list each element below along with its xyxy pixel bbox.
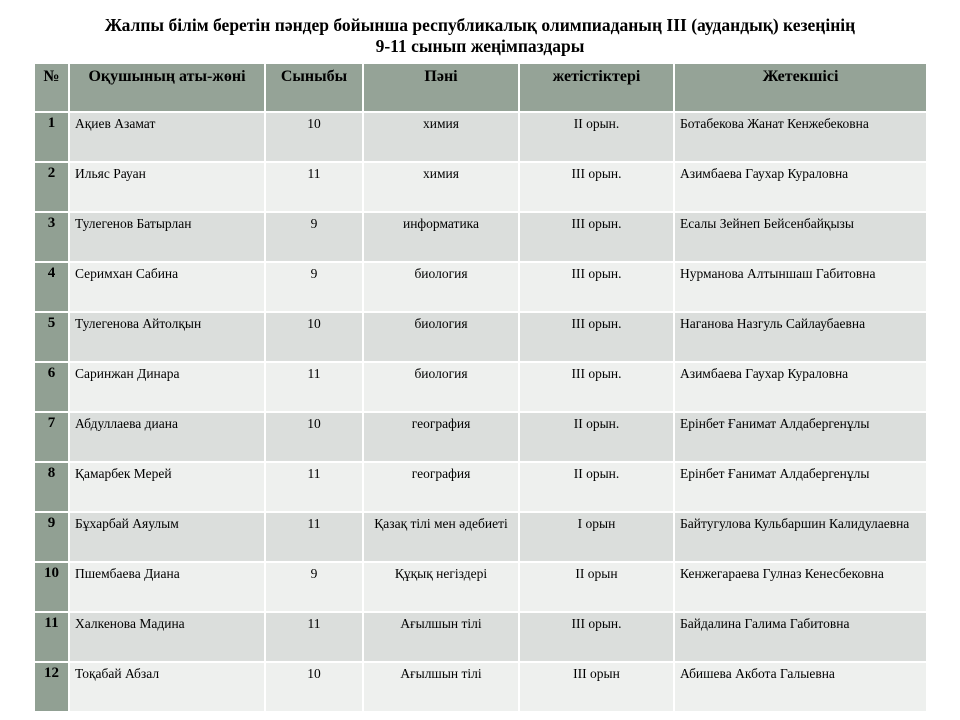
grade-cell: 9: [266, 563, 362, 611]
table-row: [35, 513, 926, 561]
subject-cell: информатика: [364, 213, 518, 261]
grade-cell: 11: [266, 363, 362, 411]
header-cell-number: №: [35, 64, 68, 111]
student-name-cell: Бұхарбай Аяулым: [70, 513, 264, 561]
teacher-cell: Азимбаева Гаухар Кураловна: [675, 163, 926, 211]
table-row: [35, 313, 926, 361]
grade-cell: 11: [266, 613, 362, 661]
teacher-cell: Наганова Назгуль Сайлаубаевна: [675, 313, 926, 361]
result-cell: II орын.: [520, 413, 673, 461]
subject-cell: география: [364, 463, 518, 511]
result-cell: II орын.: [520, 113, 673, 161]
title-line-2: 9-11 сынып жеңімпаздары: [375, 36, 585, 56]
table-header-row: [35, 64, 926, 111]
table-row: [35, 263, 926, 311]
result-cell: III орын.: [520, 363, 673, 411]
row-number-cell: 2: [35, 163, 68, 211]
row-number-cell: 5: [35, 313, 68, 361]
teacher-cell: Нурманова Алтыншаш Габитовна: [675, 263, 926, 311]
subject-cell: Ағылшын тілі: [364, 613, 518, 661]
teacher-cell: Байдалина Галима Габитовна: [675, 613, 926, 661]
header-cell-grade: Сыныбы: [266, 64, 362, 111]
grade-cell: 11: [266, 163, 362, 211]
table-row: [35, 613, 926, 661]
result-cell: III орын: [520, 663, 673, 711]
grade-cell: 9: [266, 213, 362, 261]
student-name-cell: Қамарбек Мерей: [70, 463, 264, 511]
student-name-cell: Ильяс Рауан: [70, 163, 264, 211]
row-number-cell: 3: [35, 213, 68, 261]
student-name-cell: Ақиев Азамат: [70, 113, 264, 161]
table-row: [35, 463, 926, 511]
row-number-cell: 7: [35, 413, 68, 461]
grade-cell: 10: [266, 113, 362, 161]
teacher-cell: Азимбаева Гаухар Кураловна: [675, 363, 926, 411]
student-name-cell: Саринжан Динара: [70, 363, 264, 411]
subject-cell: Құқық негіздері: [364, 563, 518, 611]
teacher-cell: Абишева Акбота Галыевна: [675, 663, 926, 711]
student-name-cell: Пшембаева Диана: [70, 563, 264, 611]
row-number-cell: 12: [35, 663, 68, 711]
table-row: [35, 563, 926, 611]
result-cell: III орын.: [520, 213, 673, 261]
student-name-cell: Халкенова Мадина: [70, 613, 264, 661]
page-title: [0, 0, 960, 57]
teacher-cell: Ботабекова Жанат Кенжебековна: [675, 113, 926, 161]
grade-cell: 11: [266, 463, 362, 511]
row-number-cell: 8: [35, 463, 68, 511]
row-number-cell: 9: [35, 513, 68, 561]
subject-cell: Қазақ тілі мен әдебиеті: [364, 513, 518, 561]
subject-cell: химия: [364, 163, 518, 211]
subject-cell: Ағылшын тілі: [364, 663, 518, 711]
teacher-cell: Есалы Зейнеп Бейсенбайқызы: [675, 213, 926, 261]
result-cell: II орын: [520, 563, 673, 611]
student-name-cell: Тулегенова Айтолқын: [70, 313, 264, 361]
winners-table: [33, 62, 928, 713]
teacher-cell: Ерінбет Ғанимат Алдабергенұлы: [675, 463, 926, 511]
teacher-cell: Ерінбет Ғанимат Алдабергенұлы: [675, 413, 926, 461]
teacher-cell: Кенжегараева Гулназ Кенесбековна: [675, 563, 926, 611]
row-number-cell: 11: [35, 613, 68, 661]
table-row: [35, 163, 926, 211]
grade-cell: 11: [266, 513, 362, 561]
subject-cell: география: [364, 413, 518, 461]
student-name-cell: Серимхан Сабина: [70, 263, 264, 311]
grade-cell: 10: [266, 663, 362, 711]
grade-cell: 9: [266, 263, 362, 311]
result-cell: I орын: [520, 513, 673, 561]
row-number-cell: 4: [35, 263, 68, 311]
subject-cell: биология: [364, 313, 518, 361]
row-number-cell: 1: [35, 113, 68, 161]
title-line-1: Жалпы білім беретін пәндер бойынша республикалық олимпиаданың III (аудандық) кезеңінің: [104, 15, 856, 35]
result-cell: III орын.: [520, 613, 673, 661]
table-row: [35, 413, 926, 461]
row-number-cell: 10: [35, 563, 68, 611]
student-name-cell: Тоқабай Абзал: [70, 663, 264, 711]
student-name-cell: Абдуллаева диана: [70, 413, 264, 461]
header-cell-student: Оқушының аты-жөні: [70, 64, 264, 111]
grade-cell: 10: [266, 413, 362, 461]
table-row: [35, 113, 926, 161]
header-cell-teacher: Жетекшісі: [675, 64, 926, 111]
header-cell-subject: Пәні: [364, 64, 518, 111]
subject-cell: биология: [364, 263, 518, 311]
result-cell: III орын.: [520, 163, 673, 211]
table-row: [35, 663, 926, 711]
table-body: [35, 113, 926, 711]
row-number-cell: 6: [35, 363, 68, 411]
header-cell-achievement: жетістіктері: [520, 64, 673, 111]
table-row: [35, 363, 926, 411]
subject-cell: биология: [364, 363, 518, 411]
subject-cell: химия: [364, 113, 518, 161]
result-cell: II орын.: [520, 463, 673, 511]
result-cell: III орын.: [520, 313, 673, 361]
student-name-cell: Тулегенов Батырлан: [70, 213, 264, 261]
grade-cell: 10: [266, 313, 362, 361]
teacher-cell: Байтугулова Кульбаршин Калидулаевна: [675, 513, 926, 561]
result-cell: III орын.: [520, 263, 673, 311]
table-row: [35, 213, 926, 261]
